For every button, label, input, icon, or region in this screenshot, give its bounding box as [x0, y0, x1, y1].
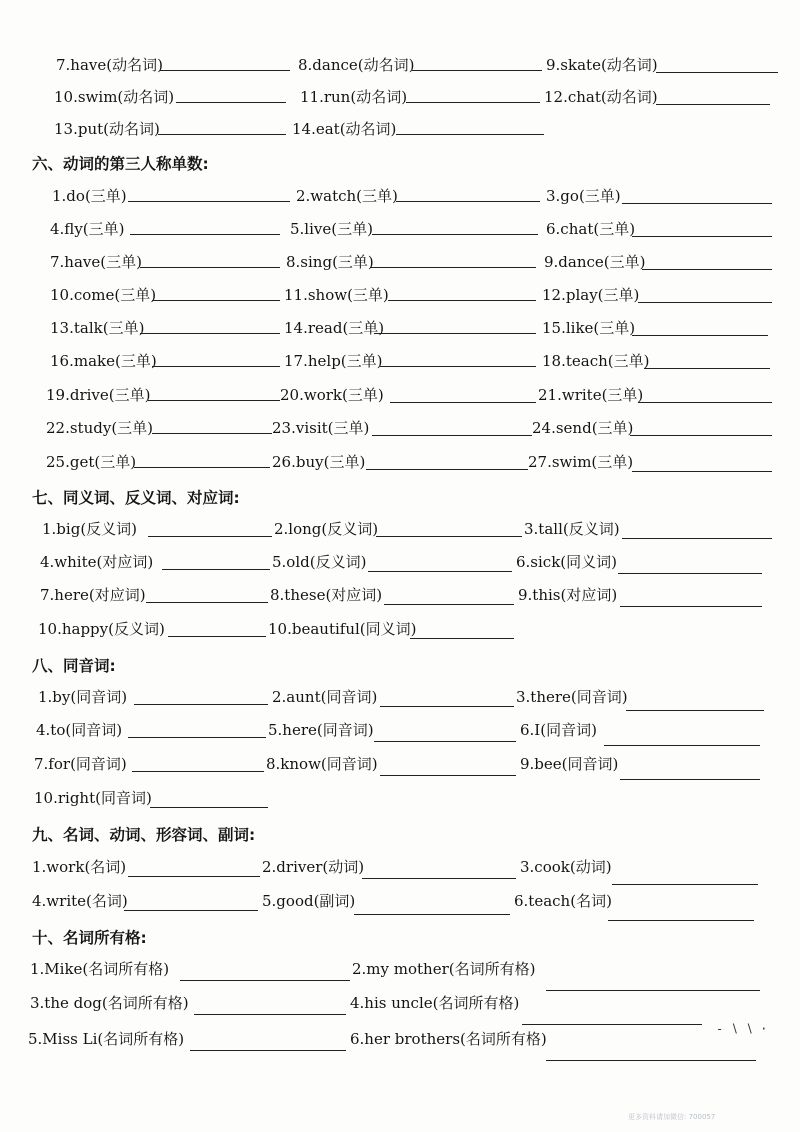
- answer-blank[interactable]: [134, 467, 270, 468]
- answer-blank[interactable]: [150, 807, 268, 808]
- answer-blank[interactable]: [638, 402, 772, 403]
- answer-blank[interactable]: [622, 538, 772, 539]
- answer-blank[interactable]: [406, 102, 540, 103]
- exercise-label: 3.there(同音词): [516, 688, 628, 706]
- exercise-label: 16.make(三单): [50, 352, 157, 370]
- answer-blank[interactable]: [132, 771, 264, 772]
- answer-blank[interactable]: [396, 201, 540, 202]
- exercise-label: 8.know(同音词): [266, 755, 378, 773]
- scan-smudge-mark: - ∖ ∖ ·: [716, 1022, 768, 1036]
- answer-blank[interactable]: [372, 435, 532, 436]
- section-heading-10: 十、名词所有格:: [32, 929, 147, 947]
- homophone-row: [0, 753, 800, 783]
- answer-blank[interactable]: [380, 366, 536, 367]
- section-heading-6: 六、动词的第三人称单数:: [32, 155, 209, 173]
- answer-blank[interactable]: [632, 471, 772, 472]
- answer-blank[interactable]: [656, 104, 770, 105]
- answer-blank[interactable]: [522, 1024, 702, 1025]
- answer-blank[interactable]: [632, 335, 768, 336]
- answer-blank[interactable]: [162, 569, 270, 570]
- homophone-row: [0, 686, 800, 716]
- exercise-label: 7.for(同音词): [34, 755, 127, 773]
- exercise-label: 9.this(对应词): [518, 586, 618, 604]
- exercise-label: 11.show(三单): [284, 286, 389, 304]
- third-person-row: [0, 284, 800, 314]
- answer-blank[interactable]: [618, 573, 762, 574]
- exercise-label: 5.here(同音词): [268, 721, 374, 739]
- exercise-label: 25.get(三单): [46, 453, 137, 471]
- answer-blank[interactable]: [374, 333, 536, 334]
- answer-blank[interactable]: [362, 878, 516, 879]
- gerund-row-3: [0, 118, 800, 148]
- answer-blank[interactable]: [146, 602, 268, 603]
- answer-blank[interactable]: [368, 571, 512, 572]
- answer-blank[interactable]: [194, 1014, 346, 1015]
- answer-blank[interactable]: [354, 914, 510, 915]
- answer-blank[interactable]: [140, 267, 280, 268]
- exercise-label: 22.study(三单): [46, 419, 154, 437]
- answer-blank[interactable]: [180, 980, 350, 981]
- exercise-label: 6.I(同音词): [520, 721, 597, 739]
- exercise-label: 14.read(三单): [284, 319, 385, 337]
- answer-blank[interactable]: [604, 745, 760, 746]
- exercise-label: 6.chat(三单): [546, 220, 636, 238]
- exercise-label: 19.drive(三单): [46, 386, 151, 404]
- answer-blank[interactable]: [644, 368, 770, 369]
- answer-blank[interactable]: [158, 134, 286, 135]
- gerund-row-2: [0, 86, 800, 116]
- possessive-row: [0, 992, 800, 1022]
- exercise-label: 8.dance(动名词): [298, 56, 415, 74]
- answer-blank[interactable]: [638, 302, 772, 303]
- third-person-row: [0, 317, 800, 347]
- answer-blank[interactable]: [546, 990, 760, 991]
- answer-blank[interactable]: [380, 706, 514, 707]
- answer-blank[interactable]: [380, 775, 516, 776]
- answer-blank[interactable]: [620, 779, 760, 780]
- exercise-label: 7.have(动名词): [56, 56, 163, 74]
- third-person-row: [0, 417, 800, 447]
- exercise-label: 9.bee(同音词): [520, 755, 619, 773]
- exercise-label: 6.her brothers(名词所有格): [350, 1030, 547, 1048]
- exercise-label: 10.beautiful(同义词): [268, 620, 417, 638]
- homophone-row: [0, 719, 800, 749]
- exercise-label: 8.these(对应词): [270, 586, 383, 604]
- answer-blank[interactable]: [622, 203, 772, 204]
- synonym-row: [0, 618, 800, 648]
- exercise-label: 3.tall(反义词): [524, 520, 620, 538]
- exercise-label: 3.the dog(名词所有格): [30, 994, 189, 1012]
- answer-blank[interactable]: [642, 269, 772, 270]
- answer-blank[interactable]: [396, 134, 544, 135]
- exercise-label: 4.to(同音词): [36, 721, 123, 739]
- answer-blank[interactable]: [376, 536, 522, 537]
- exercise-label: 2.my mother(名词所有格): [352, 960, 536, 978]
- answer-blank[interactable]: [128, 876, 260, 877]
- answer-blank[interactable]: [128, 737, 266, 738]
- answer-blank[interactable]: [410, 638, 514, 639]
- word-form-row: [0, 890, 800, 920]
- exercise-label: 7.have(三单): [50, 253, 142, 271]
- answer-blank[interactable]: [124, 910, 258, 911]
- exercise-label: 6.sick(同义词): [516, 553, 618, 571]
- exercise-label: 20.work(三单): [280, 386, 384, 404]
- exercise-label: 4.fly(三单): [50, 220, 125, 238]
- exercise-label: 4.his uncle(名词所有格): [350, 994, 520, 1012]
- synonym-row: [0, 584, 800, 614]
- answer-blank[interactable]: [612, 884, 758, 885]
- answer-blank[interactable]: [168, 636, 266, 637]
- answer-blank[interactable]: [370, 267, 536, 268]
- answer-blank[interactable]: [374, 741, 516, 742]
- third-person-row: [0, 451, 800, 481]
- answer-blank[interactable]: [626, 710, 764, 711]
- answer-blank[interactable]: [632, 236, 772, 237]
- answer-blank[interactable]: [140, 333, 280, 334]
- section-heading-8: 八、同音词:: [32, 657, 116, 675]
- exercise-label: 17.help(三单): [284, 352, 383, 370]
- possessive-row: [0, 1028, 800, 1058]
- exercise-label: 1.big(反义词): [42, 520, 138, 538]
- exercise-label: 5.good(副词): [262, 892, 356, 910]
- exercise-label: 12.play(三单): [542, 286, 640, 304]
- exercise-label: 6.teach(名词): [514, 892, 612, 910]
- exercise-label: 10.swim(动名词): [54, 88, 175, 106]
- exercise-label: 11.run(动名词): [300, 88, 408, 106]
- answer-blank[interactable]: [130, 234, 280, 235]
- answer-blank[interactable]: [176, 102, 286, 103]
- third-person-row: [0, 384, 800, 414]
- third-person-row: [0, 251, 800, 281]
- exercise-label: 14.eat(动名词): [292, 120, 397, 138]
- exercise-label: 2.driver(动词): [262, 858, 365, 876]
- answer-blank[interactable]: [412, 70, 542, 71]
- exercise-label: 9.dance(三单): [544, 253, 646, 271]
- exercise-label: 21.write(三单): [538, 386, 644, 404]
- answer-blank[interactable]: [384, 604, 514, 605]
- answer-blank[interactable]: [546, 1060, 756, 1061]
- exercise-label: 18.teach(三单): [542, 352, 650, 370]
- answer-blank[interactable]: [656, 72, 778, 73]
- exercise-label: 9.skate(动名词): [546, 56, 658, 74]
- third-person-row: [0, 218, 800, 248]
- exercise-label: 26.buy(三单): [272, 453, 366, 471]
- possessive-row: [0, 958, 800, 988]
- exercise-label: 1.do(三单): [52, 187, 127, 205]
- answer-blank[interactable]: [366, 469, 528, 470]
- exercise-label: 24.send(三单): [532, 419, 634, 437]
- answer-blank[interactable]: [372, 234, 538, 235]
- exercise-label: 10.right(同音词): [34, 789, 152, 807]
- answer-blank[interactable]: [160, 70, 290, 71]
- exercise-label: 2.watch(三单): [296, 187, 398, 205]
- exercise-label: 3.go(三单): [546, 187, 621, 205]
- answer-blank[interactable]: [388, 300, 536, 301]
- exercise-label: 1.Mike(名词所有格): [30, 960, 170, 978]
- exercise-label: 2.aunt(同音词): [272, 688, 378, 706]
- exercise-label: 5.Miss Li(名词所有格): [28, 1030, 185, 1048]
- answer-blank[interactable]: [148, 536, 272, 537]
- synonym-row: [0, 551, 800, 581]
- third-person-row: [0, 350, 800, 380]
- exercise-label: 2.long(反义词): [274, 520, 379, 538]
- exercise-label: 7.here(对应词): [40, 586, 146, 604]
- exercise-label: 10.happy(反义词): [38, 620, 165, 638]
- word-form-row: [0, 856, 800, 886]
- answer-blank[interactable]: [152, 300, 280, 301]
- answer-blank[interactable]: [630, 435, 772, 436]
- third-person-row: [0, 185, 800, 215]
- exercise-label: 12.chat(动名词): [544, 88, 658, 106]
- exercise-label: 10.come(三单): [50, 286, 157, 304]
- exercise-label: 13.talk(三单): [50, 319, 145, 337]
- answer-blank[interactable]: [390, 402, 536, 403]
- answer-blank[interactable]: [190, 1050, 346, 1051]
- exercise-label: 15.like(三单): [542, 319, 636, 337]
- footer-watermark: 更多资料请加微信: 700057: [628, 1113, 716, 1121]
- answer-blank[interactable]: [134, 704, 268, 705]
- answer-blank[interactable]: [620, 606, 762, 607]
- exercise-label: 5.old(反义词): [272, 553, 367, 571]
- answer-blank[interactable]: [152, 366, 280, 367]
- exercise-label: 5.live(三单): [290, 220, 373, 238]
- exercise-label: 13.put(动名词): [54, 120, 160, 138]
- synonym-row: [0, 518, 800, 548]
- answer-blank[interactable]: [148, 400, 280, 401]
- section-heading-7: 七、同义词、反义词、对应词:: [32, 489, 240, 507]
- answer-blank[interactable]: [608, 920, 754, 921]
- exercise-label: 3.cook(动词): [520, 858, 612, 876]
- exercise-label: 1.work(名词): [32, 858, 127, 876]
- exercise-label: 4.white(对应词): [40, 553, 154, 571]
- exercise-label: 27.swim(三单): [528, 453, 634, 471]
- gerund-row-1: [0, 54, 800, 84]
- section-heading-9: 九、名词、动词、形容词、副词:: [32, 826, 256, 844]
- exercise-label: 23.visit(三单): [272, 419, 370, 437]
- exercise-label: 8.sing(三单): [286, 253, 374, 271]
- exercise-label: 4.write(名词): [32, 892, 128, 910]
- answer-blank[interactable]: [128, 201, 290, 202]
- homophone-row: [0, 787, 800, 817]
- answer-blank[interactable]: [152, 433, 272, 434]
- exercise-label: 1.by(同音词): [38, 688, 128, 706]
